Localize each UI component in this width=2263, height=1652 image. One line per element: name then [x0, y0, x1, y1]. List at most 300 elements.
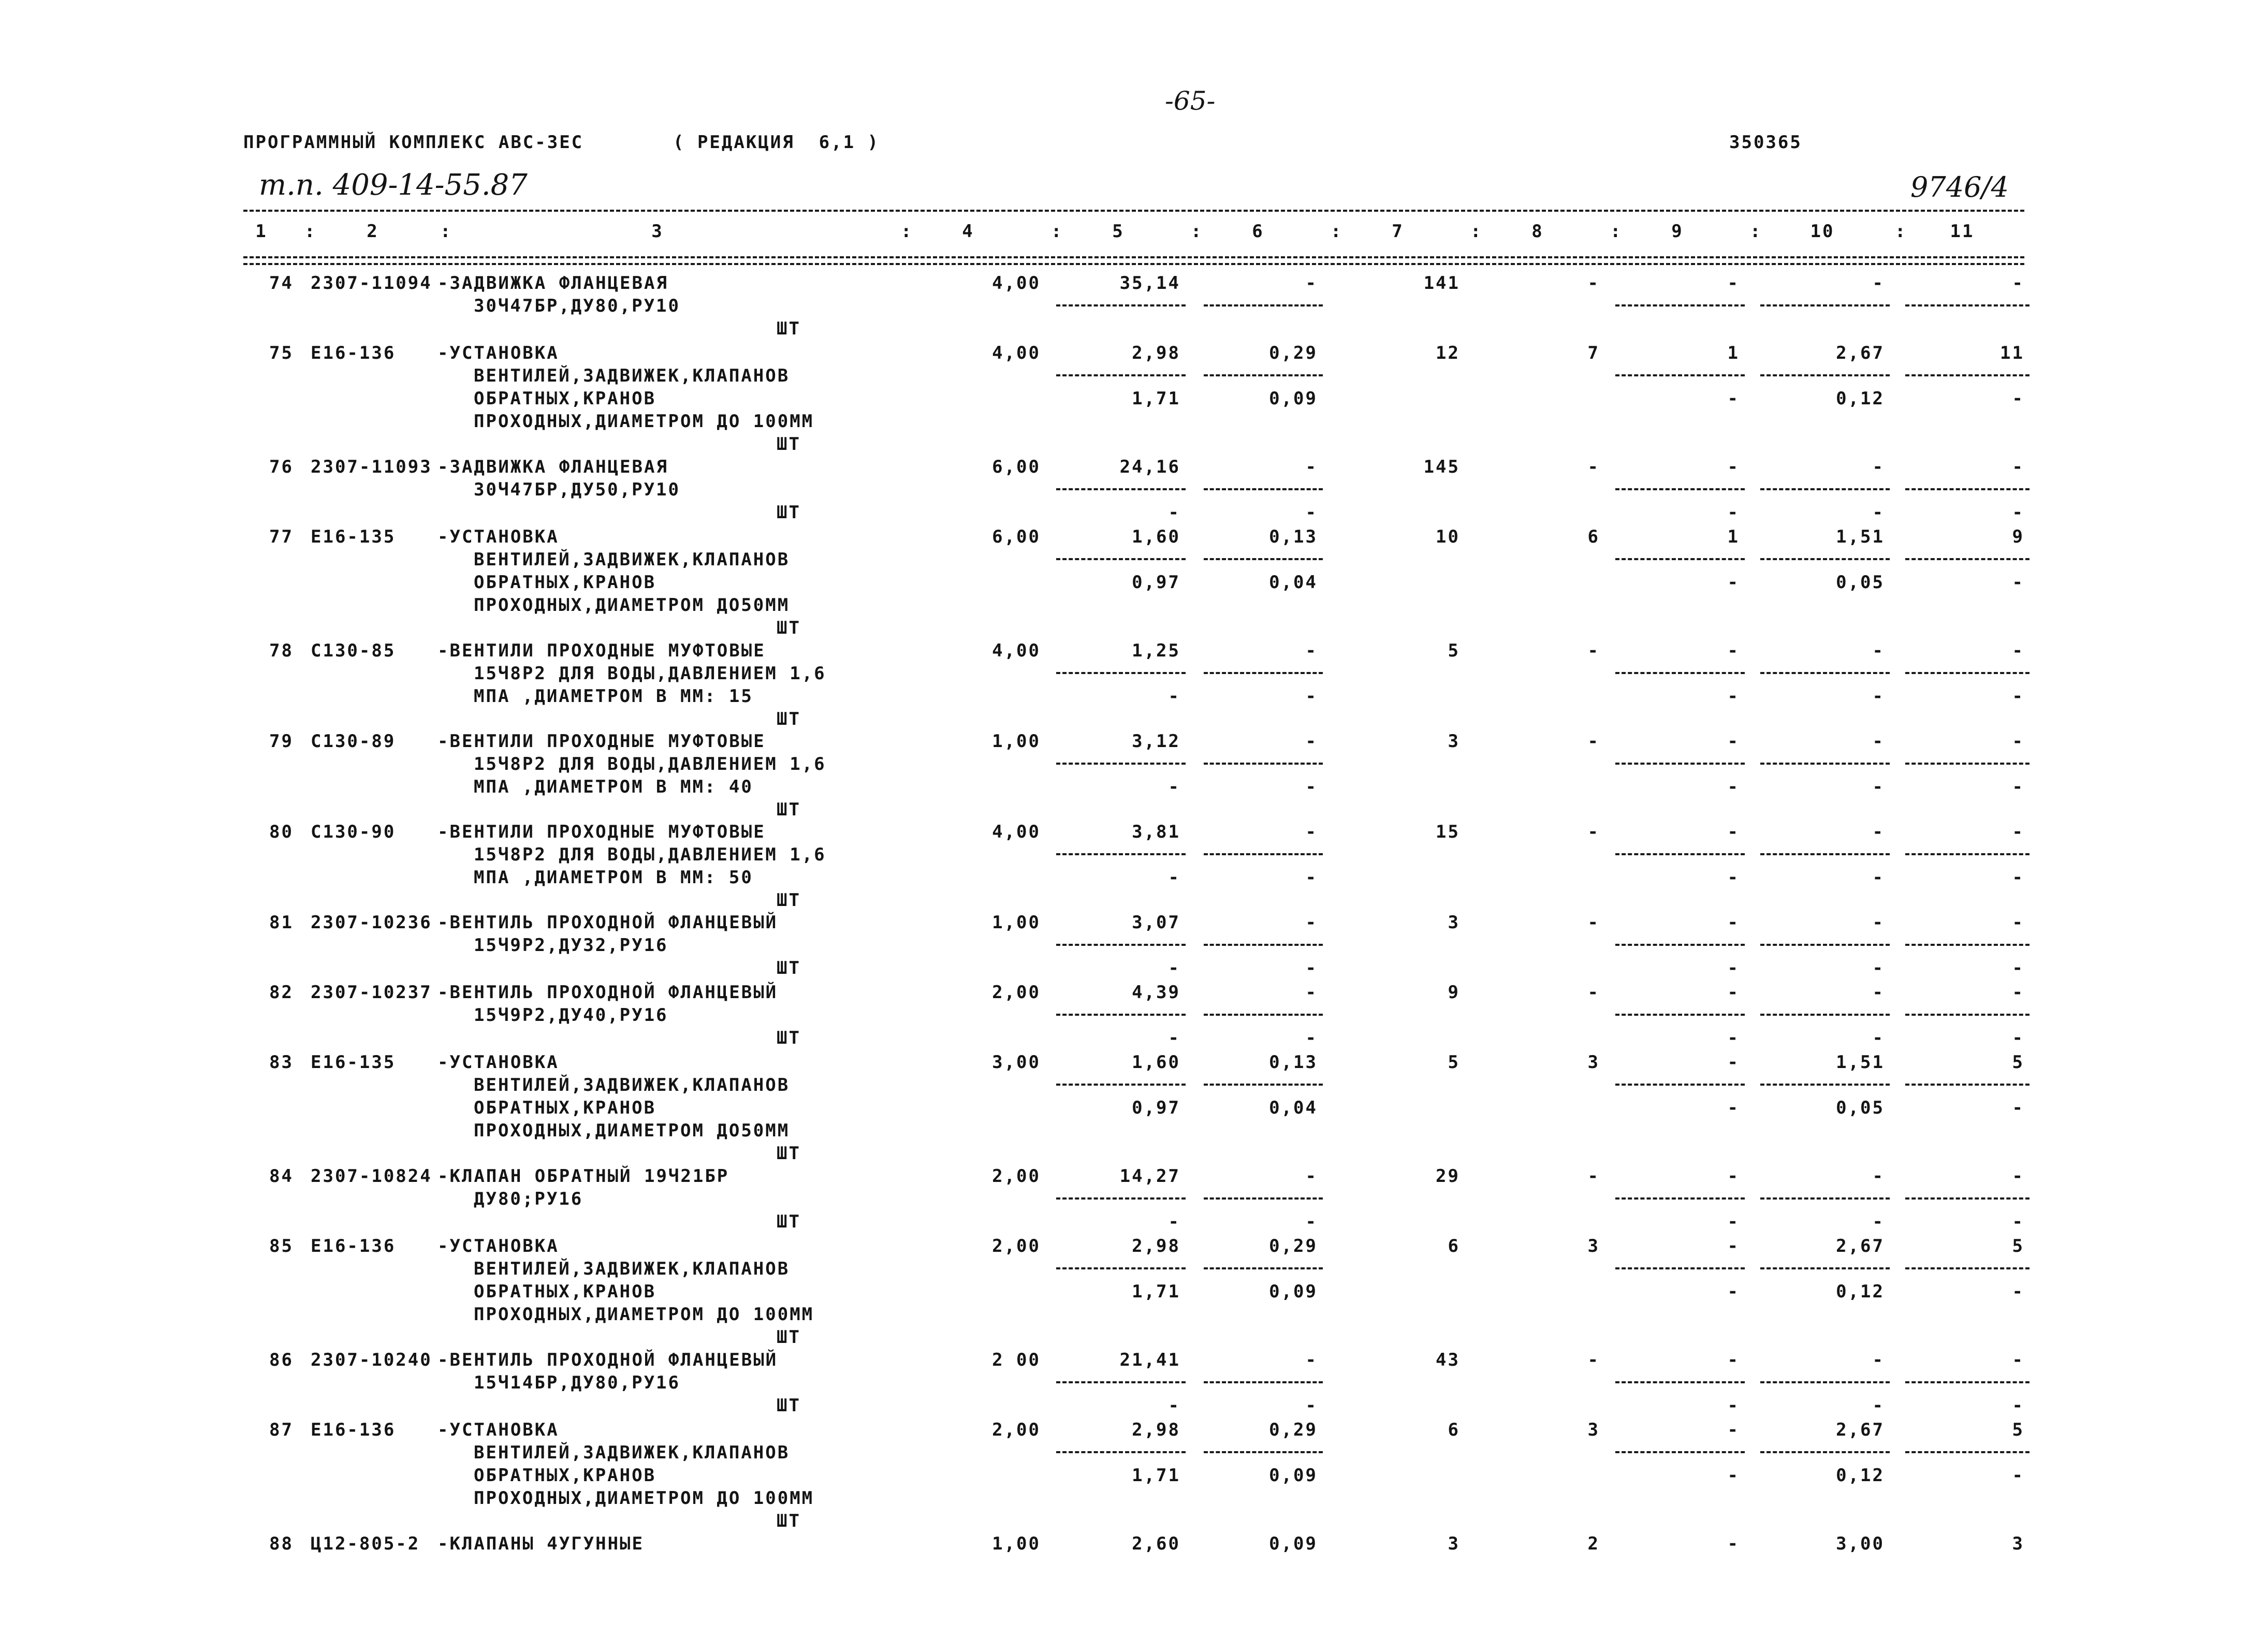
row-c10-value-2: 0,12 — [1836, 1281, 1885, 1302]
row-description-line: -КЛАПАН ОБРАТНЫЙ 19Ч21БР — [437, 1166, 729, 1187]
row-c9-value: - — [1727, 273, 1740, 294]
row-c11-value-2: - — [2012, 388, 2024, 409]
row-c6-value-2: - — [1305, 777, 1318, 797]
row-c10-value-2: - — [1872, 502, 1885, 523]
row-code: Е16-136 — [311, 1236, 396, 1256]
row-description-line: 15Ч8Р2 ДЛЯ ВОДЫ,ДАВЛЕНИЕМ 1,6 — [474, 754, 826, 774]
row-c5-value: 1,60 — [1132, 1052, 1180, 1073]
column-separator: : — [1191, 221, 1203, 242]
row-c10-value: 2,67 — [1836, 1236, 1885, 1256]
row-c10-value: - — [1872, 640, 1885, 661]
program-title: ПРОГРАММНЫЙ КОМПЛЕКС АВС-3ЕС — [243, 132, 584, 153]
column-separator: : — [1051, 221, 1063, 242]
row-description-line: ВЕНТИЛЕЙ,ЗАДВИЖЕК,КЛАПАНОВ — [474, 1075, 790, 1095]
row-code: Е16-135 — [311, 1052, 396, 1073]
row-col8: 6 — [1587, 527, 1600, 547]
row-c5-divider — [1056, 672, 1186, 674]
row-unit: ШТ — [777, 1395, 801, 1416]
row-number: 87 — [269, 1420, 294, 1440]
row-col7: 6 — [1448, 1420, 1460, 1440]
row-c9-divider — [1615, 1451, 1745, 1453]
row-col8: - — [1587, 273, 1600, 294]
row-code: 2307-10237 — [311, 982, 432, 1003]
row-col7: 145 — [1423, 457, 1460, 477]
row-c10-value: - — [1872, 457, 1885, 477]
row-c6-value-2: - — [1305, 1028, 1318, 1048]
row-c9-value: 1 — [1727, 343, 1740, 363]
row-number: 79 — [269, 731, 294, 752]
row-c9-value: - — [1727, 822, 1740, 842]
row-c5-value: 3,07 — [1132, 912, 1180, 933]
row-c5-divider — [1056, 488, 1186, 490]
row-c6-divider — [1204, 1197, 1323, 1200]
row-c9-value: - — [1727, 1236, 1740, 1256]
row-description-line: ПРОХОДНЫХ,ДИАМЕТРОМ ДО 100ММ — [474, 1488, 814, 1509]
column-separator: : — [304, 221, 317, 242]
row-c6-value: - — [1305, 912, 1318, 933]
row-number: 75 — [269, 343, 294, 363]
row-c5-value-2: - — [1168, 502, 1180, 523]
row-c5-value: 3,81 — [1132, 822, 1180, 842]
row-c9-value: - — [1727, 457, 1740, 477]
row-c5-value: 2,98 — [1132, 1420, 1180, 1440]
row-unit: ШТ — [777, 1511, 801, 1531]
row-c5-value-2: - — [1168, 777, 1180, 797]
row-col7: 141 — [1423, 273, 1460, 294]
row-code: С130-90 — [311, 822, 396, 842]
row-c11-value: - — [2012, 912, 2024, 933]
row-description-line: ОБРАТНЫХ,КРАНОВ — [474, 1281, 656, 1302]
row-c6-value: 0,13 — [1269, 1052, 1318, 1073]
row-number: 88 — [269, 1533, 294, 1554]
row-code: Е16-135 — [311, 527, 396, 547]
column-header-3: 3 — [651, 221, 664, 242]
row-description-line: ПРОХОДНЫХ,ДИАМЕТРОМ ДО 100ММ — [474, 1304, 814, 1325]
row-c9-value-2: - — [1727, 572, 1740, 593]
row-c5-value-2: - — [1168, 1028, 1180, 1048]
row-code: Е16-136 — [311, 343, 396, 363]
row-unit: ШТ — [777, 709, 801, 729]
row-c11-value-2: - — [2012, 958, 2024, 978]
row-c6-value: 0,29 — [1269, 1420, 1318, 1440]
row-c10-value-2: - — [1872, 1028, 1885, 1048]
row-c9-value: - — [1727, 1052, 1740, 1073]
row-c10-divider — [1760, 944, 1890, 946]
row-description-line: -УСТАНОВКА — [437, 343, 559, 363]
row-c9-value-2: - — [1727, 1211, 1740, 1232]
row-c5-divider — [1056, 374, 1186, 376]
row-c9-value-2: - — [1727, 777, 1740, 797]
row-unit: ШТ — [777, 618, 801, 638]
row-col7: 29 — [1436, 1166, 1460, 1187]
row-col7: 9 — [1448, 982, 1460, 1003]
row-unit: ШТ — [777, 1028, 801, 1048]
row-c11-divider — [1905, 488, 2030, 490]
row-c5-value-2: - — [1168, 958, 1180, 978]
row-unit: ШТ — [777, 890, 801, 911]
row-description-line: 15Ч9Р2,ДУ32,РУ16 — [474, 935, 668, 956]
row-quantity: 2,00 — [992, 1166, 1041, 1187]
row-c10-value: 3,00 — [1836, 1533, 1885, 1554]
row-quantity: 2,00 — [992, 1420, 1041, 1440]
row-quantity: 6,00 — [992, 457, 1041, 477]
row-c10-value-2: - — [1872, 958, 1885, 978]
row-c11-divider — [1905, 944, 2030, 946]
row-unit: ШТ — [777, 1143, 801, 1164]
row-quantity: 2 00 — [992, 1350, 1041, 1370]
row-number: 81 — [269, 912, 294, 933]
row-c6-value: - — [1305, 1350, 1318, 1370]
row-c11-value-2: - — [2012, 1028, 2024, 1048]
row-c5-value-2: 0,97 — [1132, 572, 1180, 593]
row-quantity: 4,00 — [992, 343, 1041, 363]
row-description-line: ДУ80;РУ16 — [474, 1189, 583, 1209]
row-c6-value: 0,13 — [1269, 527, 1318, 547]
row-c10-divider — [1760, 1267, 1890, 1269]
row-c9-divider — [1615, 672, 1745, 674]
row-c6-value-2: 0,09 — [1269, 1281, 1318, 1302]
row-description-line: 15Ч8Р2 ДЛЯ ВОДЫ,ДАВЛЕНИЕМ 1,6 — [474, 844, 826, 865]
row-c9-divider — [1615, 944, 1745, 946]
row-c10-value-2: - — [1872, 867, 1885, 888]
column-separator: : — [1331, 221, 1343, 242]
header-rule-top — [243, 210, 2024, 212]
row-description-line: -ВЕНТИЛИ ПРОХОДНЫЕ МУФТОВЫЕ — [437, 731, 766, 752]
row-c5-divider — [1056, 763, 1186, 765]
row-description-line: -ЗАДВИЖКА ФЛАНЦЕВАЯ — [437, 457, 668, 477]
row-description-line: 15Ч8Р2 ДЛЯ ВОДЫ,ДАВЛЕНИЕМ 1,6 — [474, 663, 826, 684]
row-c9-divider — [1615, 1381, 1745, 1383]
row-c11-divider — [1905, 1267, 2030, 1269]
row-c6-value: - — [1305, 457, 1318, 477]
row-quantity: 4,00 — [992, 822, 1041, 842]
row-c5-value-2: - — [1168, 867, 1180, 888]
row-c5-value: 35,14 — [1119, 273, 1180, 294]
row-c10-value-2: 0,05 — [1836, 1098, 1885, 1118]
column-separator: : — [1750, 221, 1762, 242]
row-c6-value-2: - — [1305, 1211, 1318, 1232]
row-description-line: ОБРАТНЫХ,КРАНОВ — [474, 572, 656, 593]
row-c6-divider — [1204, 1014, 1323, 1016]
column-separator: : — [440, 221, 452, 242]
row-quantity: 3,00 — [992, 1052, 1041, 1073]
row-c11-divider — [1905, 1014, 2030, 1016]
row-c10-divider — [1760, 1197, 1890, 1200]
row-quantity: 2,00 — [992, 982, 1041, 1003]
row-c5-value: 2,98 — [1132, 343, 1180, 363]
row-number: 83 — [269, 1052, 294, 1073]
row-c9-value: - — [1727, 640, 1740, 661]
row-c10-divider — [1760, 488, 1890, 490]
row-number: 82 — [269, 982, 294, 1003]
row-c11-divider — [1905, 1381, 2030, 1383]
row-c11-value: - — [2012, 822, 2024, 842]
row-description-line: -УСТАНОВКА — [437, 527, 559, 547]
row-c11-value: 9 — [2012, 527, 2024, 547]
row-c6-divider — [1204, 1084, 1323, 1086]
row-c6-value-2: - — [1305, 958, 1318, 978]
row-c10-value: - — [1872, 273, 1885, 294]
row-col8: - — [1587, 822, 1600, 842]
column-separator: : — [1895, 221, 1907, 242]
row-c6-value-2: - — [1305, 502, 1318, 523]
row-c9-divider — [1615, 558, 1745, 560]
row-col7: 10 — [1436, 527, 1460, 547]
row-col8: 7 — [1587, 343, 1600, 363]
row-c10-value: - — [1872, 822, 1885, 842]
row-c10-value: - — [1872, 731, 1885, 752]
column-separator: : — [901, 221, 913, 242]
row-c11-value: - — [2012, 1350, 2024, 1370]
row-c10-value-2: - — [1872, 1395, 1885, 1416]
row-c10-divider — [1760, 763, 1890, 765]
row-c10-value-2: 0,12 — [1836, 388, 1885, 409]
row-c11-value: 5 — [2012, 1236, 2024, 1256]
row-number: 76 — [269, 457, 294, 477]
row-c9-value-2: - — [1727, 502, 1740, 523]
row-c10-value-2: 0,05 — [1836, 572, 1885, 593]
column-header-5: 5 — [1112, 221, 1125, 242]
row-col8: 3 — [1587, 1052, 1600, 1073]
row-c9-value-2: - — [1727, 1395, 1740, 1416]
row-c6-value: - — [1305, 1166, 1318, 1187]
row-col7: 12 — [1436, 343, 1460, 363]
row-c10-value-2: - — [1872, 777, 1885, 797]
row-c9-value-2: - — [1727, 686, 1740, 707]
row-c10-divider — [1760, 374, 1890, 376]
row-c6-divider — [1204, 763, 1323, 765]
row-col8: - — [1587, 640, 1600, 661]
row-unit: ШТ — [777, 434, 801, 455]
row-c6-divider — [1204, 488, 1323, 490]
row-c5-value-2: 1,71 — [1132, 388, 1180, 409]
row-code: 2307-11094 — [311, 273, 432, 294]
row-col8: 2 — [1587, 1533, 1600, 1554]
row-c10-value: - — [1872, 982, 1885, 1003]
row-code: С130-85 — [311, 640, 396, 661]
column-header-6: 6 — [1252, 221, 1264, 242]
row-c10-divider — [1760, 1084, 1890, 1086]
row-c10-divider — [1760, 672, 1890, 674]
row-col7: 3 — [1448, 1533, 1460, 1554]
row-col7: 5 — [1448, 640, 1460, 661]
row-c11-value-2: - — [2012, 572, 2024, 593]
column-header-9: 9 — [1671, 221, 1684, 242]
row-c9-divider — [1615, 488, 1745, 490]
row-c9-value-2: - — [1727, 1465, 1740, 1486]
row-c6-value: 0,29 — [1269, 343, 1318, 363]
row-c6-value: - — [1305, 822, 1318, 842]
row-number: 84 — [269, 1166, 294, 1187]
row-description-line: ОБРАТНЫХ,КРАНОВ — [474, 388, 656, 409]
page-number: -65- — [1165, 86, 1216, 116]
row-quantity: 4,00 — [992, 640, 1041, 661]
handwritten-reference: т.п. 409-14-55.87 — [259, 168, 528, 202]
row-c11-value: - — [2012, 1166, 2024, 1187]
row-c10-value-2: - — [1872, 1211, 1885, 1232]
row-c6-divider — [1204, 672, 1323, 674]
row-description-line: -ВЕНТИЛИ ПРОХОДНЫЕ МУФТОВЫЕ — [437, 640, 766, 661]
row-c9-value: - — [1727, 1420, 1740, 1440]
row-c6-divider — [1204, 1267, 1323, 1269]
row-unit: ШТ — [777, 502, 801, 523]
row-c6-value: 0,09 — [1269, 1533, 1318, 1554]
row-description-line: -КЛАПАНЫ 4УГУННЫЕ — [437, 1533, 644, 1554]
row-c5-divider — [1056, 1381, 1186, 1383]
header-rule-bottom-2 — [243, 263, 2024, 265]
row-description-line: 30Ч47БР,ДУ50,РУ10 — [474, 479, 680, 500]
row-c9-value: - — [1727, 982, 1740, 1003]
row-description-line: -ВЕНТИЛИ ПРОХОДНЫЕ МУФТОВЫЕ — [437, 822, 766, 842]
row-description-line: -ЗАДВИЖКА ФЛАНЦЕВАЯ — [437, 273, 668, 294]
row-c11-divider — [1905, 558, 2030, 560]
row-description-line: -ВЕНТИЛЬ ПРОХОДНОЙ ФЛАНЦЕВЫЙ — [437, 1350, 778, 1370]
row-description-line: -ВЕНТИЛЬ ПРОХОДНОЙ ФЛАНЦЕВЫЙ — [437, 912, 778, 933]
row-description-line: ПРОХОДНЫХ,ДИАМЕТРОМ ДО50ММ — [474, 1120, 790, 1141]
row-c6-divider — [1204, 1451, 1323, 1453]
row-c11-divider — [1905, 1197, 2030, 1200]
row-c11-value-2: - — [2012, 867, 2024, 888]
row-number: 85 — [269, 1236, 294, 1256]
row-c10-value-2: - — [1872, 686, 1885, 707]
row-c11-value: - — [2012, 273, 2024, 294]
row-c5-divider — [1056, 1451, 1186, 1453]
row-c5-value: 21,41 — [1119, 1350, 1180, 1370]
row-c5-value: 2,98 — [1132, 1236, 1180, 1256]
row-description-line: 15Ч9Р2,ДУ40,РУ16 — [474, 1005, 668, 1026]
row-description-line: 30Ч47БР,ДУ80,РУ10 — [474, 296, 680, 316]
row-c10-divider — [1760, 853, 1890, 855]
row-c11-divider — [1905, 304, 2030, 306]
row-description-line: МПА ,ДИАМЕТРОМ В ММ: 15 — [474, 686, 753, 707]
row-c9-value: - — [1727, 1350, 1740, 1370]
row-c9-value: - — [1727, 1533, 1740, 1554]
row-c5-value-2: - — [1168, 1211, 1180, 1232]
row-c10-value: - — [1872, 1166, 1885, 1187]
row-col7: 15 — [1436, 822, 1460, 842]
row-description-line: ВЕНТИЛЕЙ,ЗАДВИЖЕК,КЛАПАНОВ — [474, 366, 790, 386]
row-c11-value-2: - — [2012, 777, 2024, 797]
row-description-line: ВЕНТИЛЕЙ,ЗАДВИЖЕК,КЛАПАНОВ — [474, 1259, 790, 1279]
row-c11-value-2: - — [2012, 1465, 2024, 1486]
row-c10-value: - — [1872, 912, 1885, 933]
row-c5-divider — [1056, 1197, 1186, 1200]
row-c9-divider — [1615, 1084, 1745, 1086]
row-col8: 3 — [1587, 1236, 1600, 1256]
row-number: 86 — [269, 1350, 294, 1370]
row-c6-value-2: 0,09 — [1269, 1465, 1318, 1486]
row-c6-divider — [1204, 374, 1323, 376]
column-separator: : — [1470, 221, 1483, 242]
row-c6-divider — [1204, 1381, 1323, 1383]
row-code: 2307-10240 — [311, 1350, 432, 1370]
row-c10-value: 2,67 — [1836, 343, 1885, 363]
row-c11-divider — [1905, 1084, 2030, 1086]
row-code: С130-89 — [311, 731, 396, 752]
row-c6-value-2: - — [1305, 1395, 1318, 1416]
row-description-line: ОБРАТНЫХ,КРАНОВ — [474, 1098, 656, 1118]
row-c11-value: - — [2012, 640, 2024, 661]
row-description-line: 15Ч14БР,ДУ80,РУ16 — [474, 1372, 680, 1393]
row-number: 77 — [269, 527, 294, 547]
row-c9-value: - — [1727, 731, 1740, 752]
row-c9-value: 1 — [1727, 527, 1740, 547]
row-c11-value: 11 — [2000, 343, 2024, 363]
row-c5-value: 1,60 — [1132, 527, 1180, 547]
row-number: 74 — [269, 273, 294, 294]
column-header-11: 11 — [1950, 221, 1975, 242]
row-number: 80 — [269, 822, 294, 842]
row-c6-value: - — [1305, 640, 1318, 661]
row-code: 2307-10824 — [311, 1166, 432, 1187]
row-c9-value: - — [1727, 912, 1740, 933]
row-c11-value-2: - — [2012, 1281, 2024, 1302]
row-c5-divider — [1056, 1084, 1186, 1086]
row-c9-divider — [1615, 304, 1745, 306]
row-description-line: -ВЕНТИЛЬ ПРОХОДНОЙ ФЛАНЦЕВЫЙ — [437, 982, 778, 1003]
row-c5-value-2: - — [1168, 686, 1180, 707]
row-col7: 43 — [1436, 1350, 1460, 1370]
handwritten-number: 9746/4 — [1910, 171, 2009, 203]
row-c10-value-2: 0,12 — [1836, 1465, 1885, 1486]
row-col8: - — [1587, 982, 1600, 1003]
row-c10-divider — [1760, 1381, 1890, 1383]
row-number: 78 — [269, 640, 294, 661]
row-unit: ШТ — [777, 958, 801, 978]
row-description-line: МПА ,ДИАМЕТРОМ В ММ: 40 — [474, 777, 753, 797]
row-c10-value: 1,51 — [1836, 1052, 1885, 1073]
row-col8: - — [1587, 912, 1600, 933]
row-c10-value: - — [1872, 1350, 1885, 1370]
row-c11-value: - — [2012, 731, 2024, 752]
row-c11-divider — [1905, 1451, 2030, 1453]
row-col8: 3 — [1587, 1420, 1600, 1440]
row-c6-divider — [1204, 558, 1323, 560]
row-quantity: 2,00 — [992, 1236, 1041, 1256]
row-c5-value-2: 0,97 — [1132, 1098, 1180, 1118]
row-c6-value-2: 0,04 — [1269, 1098, 1318, 1118]
column-header-10: 10 — [1810, 221, 1835, 242]
row-c11-value: - — [2012, 457, 2024, 477]
row-quantity: 6,00 — [992, 527, 1041, 547]
row-c5-divider — [1056, 304, 1186, 306]
row-c6-value: - — [1305, 731, 1318, 752]
row-description-line: МПА ,ДИАМЕТРОМ В ММ: 50 — [474, 867, 753, 888]
row-c9-divider — [1615, 1014, 1745, 1016]
row-c5-divider — [1056, 944, 1186, 946]
row-c11-divider — [1905, 853, 2030, 855]
row-code: Ц12-805-2 — [311, 1533, 420, 1554]
row-c9-value-2: - — [1727, 388, 1740, 409]
row-c10-divider — [1760, 1014, 1890, 1016]
row-c6-value: 0,29 — [1269, 1236, 1318, 1256]
row-code: 2307-11093 — [311, 457, 432, 477]
row-c9-value-2: - — [1727, 1098, 1740, 1118]
row-c6-value: - — [1305, 982, 1318, 1003]
row-c9-divider — [1615, 1197, 1745, 1200]
header-rule-bottom — [243, 256, 2024, 258]
row-c5-value: 4,39 — [1132, 982, 1180, 1003]
row-quantity: 1,00 — [992, 1533, 1041, 1554]
row-c11-value: - — [2012, 982, 2024, 1003]
row-c11-value-2: - — [2012, 1395, 2024, 1416]
row-code: Е16-136 — [311, 1420, 396, 1440]
row-c10-value: 1,51 — [1836, 527, 1885, 547]
row-col7: 6 — [1448, 1236, 1460, 1256]
column-header-1: 1 — [255, 221, 268, 242]
row-description-line: -УСТАНОВКА — [437, 1420, 559, 1440]
row-c11-value: 5 — [2012, 1420, 2024, 1440]
